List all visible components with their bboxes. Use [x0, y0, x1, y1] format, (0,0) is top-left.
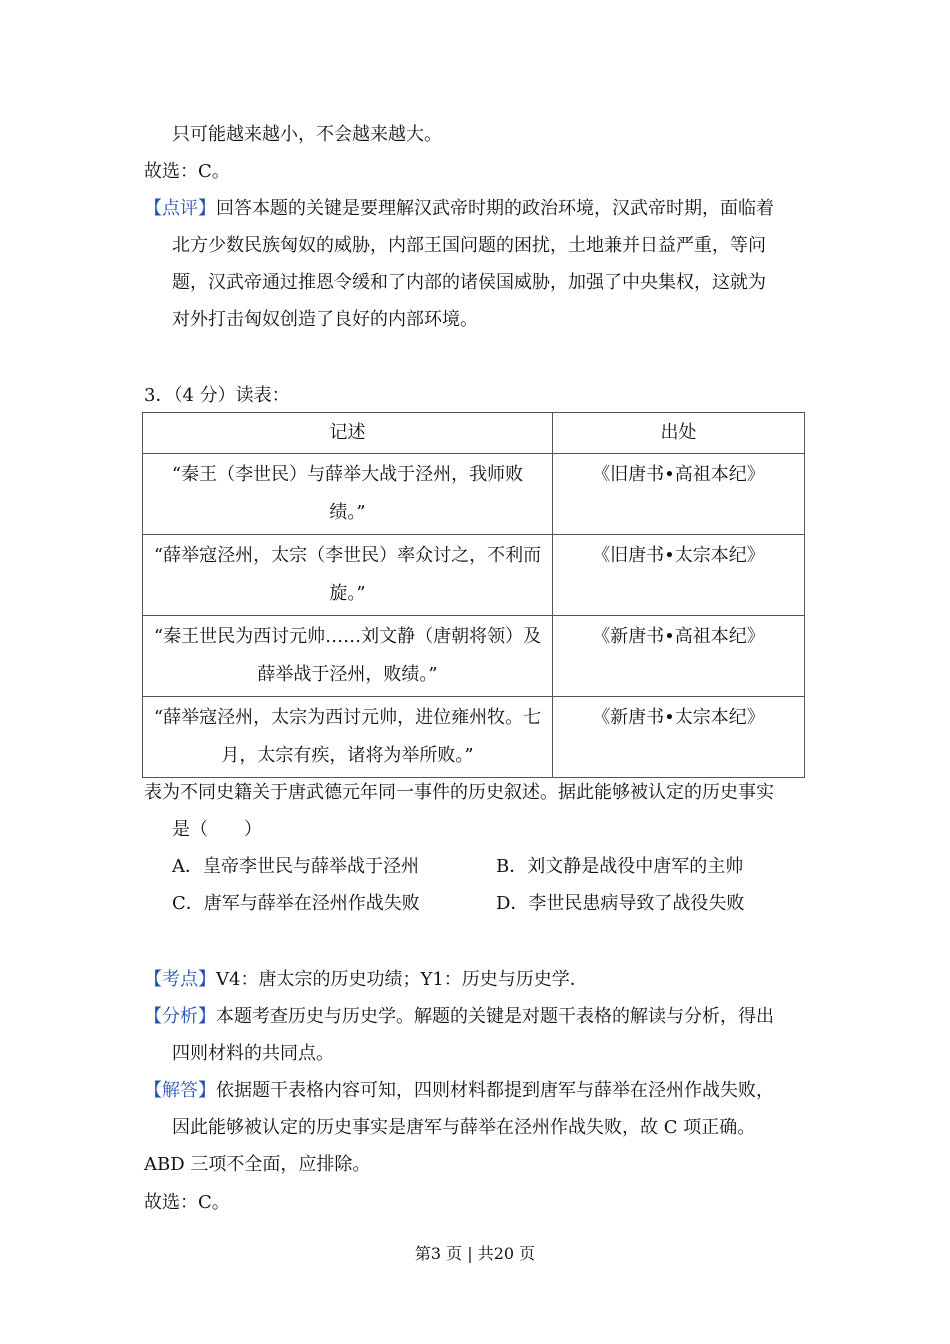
jieda-tag: 【解答】	[144, 1080, 216, 1101]
table-header-row	[143, 413, 805, 454]
table-cell-source: 《新唐书•太宗本纪》	[553, 697, 805, 778]
page-footer: 第3 页 | 共20 页	[414, 1244, 536, 1263]
prev-comment-line-2: 北方少数民族匈奴的威胁，内部王国问题的困扰，土地兼并日益严重，等问	[172, 235, 766, 256]
table-header-record: 记述	[143, 413, 553, 454]
question-3-stem: 3．（4 分）读表：	[144, 385, 290, 406]
fenxi-text-1: 本题考查历史与历史学。解题的关键是对题干表格的解读与分析，得出	[216, 1006, 774, 1027]
table-cell-record: “薛举寇泾州，太宗为西讨元帅，进位雍州牧。七 月，太宗有疾，诸将为举所败。”	[143, 697, 553, 778]
fenxi-line-1	[144, 1003, 774, 1031]
table-cell-source: 《旧唐书•高祖本纪》	[553, 454, 805, 535]
question-3-answer: 故选：C。	[144, 1192, 230, 1213]
question-text-line-2: 是（ ）	[172, 819, 262, 840]
option-b: B．刘文静是战役中唐军的主帅	[496, 856, 744, 877]
option-a: A．皇帝李世民与薛举战于泾州	[172, 856, 419, 877]
fenxi-tag: 【分析】	[144, 1006, 216, 1027]
question-text-line-1: 表为不同史籍关于唐武德元年同一事件的历史叙述。据此能够被认定的历史事实	[144, 782, 774, 803]
prev-comment-line-1	[144, 195, 774, 223]
jieda-text-1: 依据题干表格内容可知，四则材料都提到唐军与薛举在泾州作战失败，	[216, 1080, 774, 1101]
kaodian-text: V4：唐太宗的历史功绩；Y1：历史与历史学．	[216, 969, 588, 990]
source-table	[142, 412, 805, 778]
jieda-line-1	[144, 1077, 774, 1105]
table-row	[143, 616, 805, 697]
fenxi-line-2: 四则材料的共同点。	[172, 1043, 334, 1064]
comment-tag: 【点评】	[144, 198, 216, 219]
table-row	[143, 697, 805, 778]
prev-text-line: 只可能越来越小，不会越来越大。	[172, 124, 442, 145]
table-cell-source: 《旧唐书•太宗本纪》	[553, 535, 805, 616]
table-row	[143, 535, 805, 616]
table-cell-record: “秦王（李世民）与薛举大战于泾州，我师败 绩。”	[143, 454, 553, 535]
option-c: C．唐军与薛举在泾州作战失败	[172, 893, 420, 914]
jieda-line-2: 因此能够被认定的历史事实是唐军与薛举在泾州作战失败，故 C 项正确。	[172, 1117, 756, 1138]
table-row	[143, 454, 805, 535]
prev-answer: 故选：C。	[144, 161, 230, 182]
table-header-source: 出处	[553, 413, 805, 454]
kaodian-tag: 【考点】	[144, 969, 216, 990]
table-cell-record: “薛举寇泾州，太宗（李世民）率众讨之，不利而 旋。”	[143, 535, 553, 616]
table-cell-source: 《新唐书•高祖本纪》	[553, 616, 805, 697]
table-cell-record: “秦王世民为西讨元帅……刘文静（唐朝将领）及 薛举战于泾州，败绩。”	[143, 616, 553, 697]
prev-comment-line-4: 对外打击匈奴创造了良好的内部环境。	[172, 309, 478, 330]
prev-comment-line-3: 题，汉武帝通过推恩令缓和了内部的诸侯国威胁，加强了中央集权，这就为	[172, 272, 766, 293]
jieda-line-3: ABD 三项不全面，应排除。	[144, 1154, 371, 1175]
kaodian-line	[144, 966, 588, 994]
option-d: D．李世民患病导致了战役失败	[496, 893, 745, 914]
comment-text-1: 回答本题的关键是要理解汉武帝时期的政治环境，汉武帝时期，面临着	[216, 198, 774, 219]
